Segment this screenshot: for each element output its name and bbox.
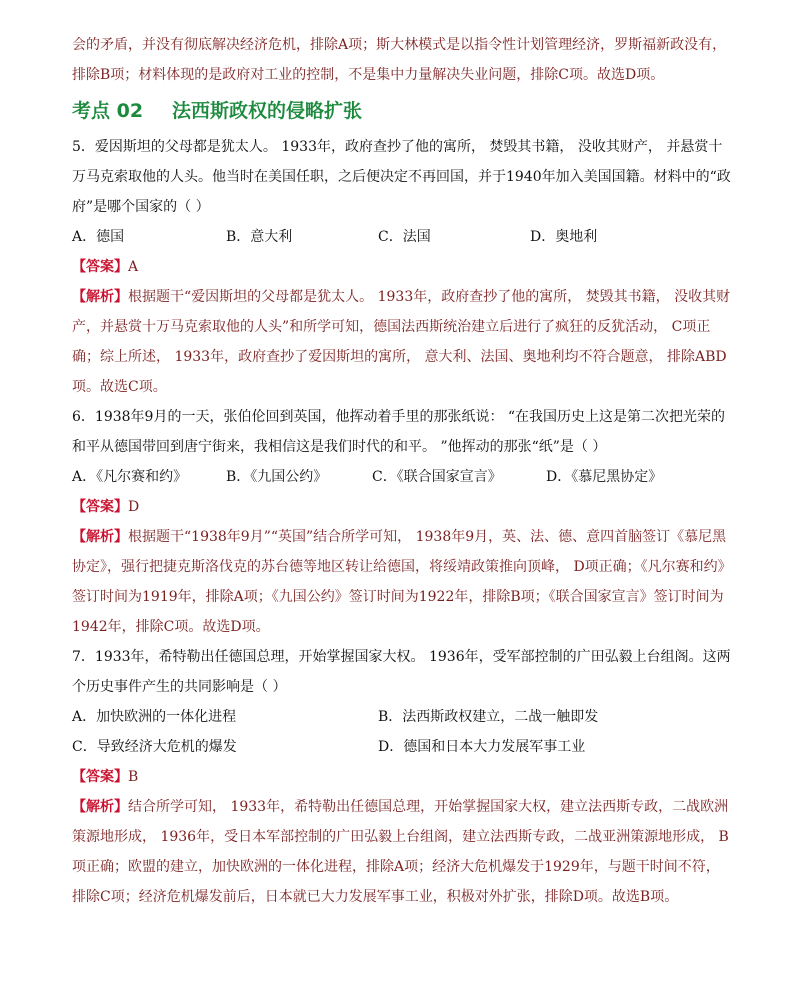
question-stem: 5．爱因斯坦的父母都是犹太人。 1933年，政府查抄了他的寓所， 焚毁其书籍， 没收其财产， 并悬赏十万马克索取他的人头。他当时在美国任职，之后便决定不再回国，并于1940年加入美国国籍。材料中的“政府”是哪个国家的（ ） bbox=[72, 139, 731, 215]
answer-tag: 【答案】 bbox=[72, 259, 128, 275]
options-row bbox=[72, 702, 732, 732]
option-b: B．意大利 bbox=[226, 229, 293, 245]
answer-line bbox=[72, 492, 732, 522]
answer-line bbox=[72, 762, 732, 792]
option-d: D．《慕尼黑协定》 bbox=[546, 469, 663, 485]
options-row bbox=[72, 222, 732, 252]
option-c: C．《联合国家宣言》 bbox=[372, 469, 502, 485]
question-7 bbox=[72, 642, 732, 912]
analysis-paragraph bbox=[72, 282, 732, 402]
answer-value: B bbox=[128, 769, 139, 785]
option-d: D．奥地利 bbox=[530, 229, 598, 245]
option-a: A．《凡尔赛和约》 bbox=[72, 469, 188, 485]
analysis-text: 根据题干“1938年9月”“英国”结合所学可知， 1938年9月，英、法、德、意四首脑签订《慕尼黑协定》，强行把捷克斯洛伐克的苏台德等地区转让给德国，将绥靖政策推向顶峰， D项正确；《凡尔赛和约》签订时间为1919年，排除A项；《九国公约》签订时间为1922年，排除B项；《联合国家宣言》签订时间为1942年，排除C项。故选D项。 bbox=[72, 529, 732, 635]
section-heading bbox=[72, 92, 732, 130]
question-6 bbox=[72, 402, 732, 642]
answer-value: D bbox=[128, 499, 140, 515]
answer-value: A bbox=[128, 259, 139, 275]
document-page bbox=[72, 30, 732, 912]
option-c: C．导致经济大危机的爆发 bbox=[72, 739, 237, 755]
analysis-tag: 【解析】 bbox=[72, 529, 128, 545]
analysis-paragraph bbox=[72, 522, 732, 642]
analysis-text: 根据题干“爱因斯坦的父母都是犹太人。 1933年，政府查抄了他的寓所， 焚毁其书籍， 没收其财产，并悬赏十万马克索取他的人头”和所学可知，德国法西斯统治建立后进行了疯狂的反犹活动， C项正确；综上所述， 1933年，政府查抄了爱因斯坦的寓所， 意大利、法国、奥地利均不符合题意， 排除ABD项。故选C项。 bbox=[72, 289, 731, 395]
options-row bbox=[72, 462, 732, 492]
question-stem: 6．1938年9月的一天，张伯伦回到英国，他挥动着手里的那张纸说： “在我国历史上这是第二次把光荣的和平从德国带回到唐宁街来，我相信这是我们时代的和平。 ”他挥动的那张“纸”是（ ） bbox=[72, 409, 726, 455]
question-5 bbox=[72, 132, 732, 402]
analysis-tag: 【解析】 bbox=[72, 289, 128, 305]
analysis-text: 结合所学可知， 1933年，希特勒出任德国总理，开始掌握国家大权，建立法西斯专政，二战欧洲策源地形成， 1936年，受日本军部控制的广田弘毅上台组阁，建立法西斯专政，二战亚洲策源地形成， B项正确；欧盟的建立，加快欧洲的一体化进程，排除A项；经济大危机爆发于1929年，与题干时间不符，排除C项；经济危机爆发前后，日本就已大力发展军事工业，积极对外扩张，排除D项。故选B项。 bbox=[72, 799, 729, 905]
options-row bbox=[72, 732, 732, 762]
answer-tag: 【答案】 bbox=[72, 769, 128, 785]
section-title: 法西斯政权的侵略扩张 bbox=[172, 100, 363, 122]
question-stem: 7．1933年，希特勒出任德国总理，开始掌握国家大权。 1936年，受军部控制的广田弘毅上台组阁。这两个历史事件产生的共同影响是（ ） bbox=[72, 649, 731, 695]
option-a: A．加快欧洲的一体化进程 bbox=[72, 709, 237, 725]
answer-line bbox=[72, 252, 732, 282]
option-b: B．法西斯政权建立，二战一触即发 bbox=[378, 709, 599, 725]
analysis-tag: 【解析】 bbox=[72, 799, 128, 815]
analysis-paragraph bbox=[72, 792, 732, 912]
option-a: A．德国 bbox=[72, 229, 125, 245]
option-c: C．法国 bbox=[378, 229, 431, 245]
option-b: B．《九国公约》 bbox=[226, 469, 328, 485]
option-d: D．德国和日本大力发展军事工业 bbox=[378, 739, 586, 755]
section-code: 考点 02 bbox=[72, 100, 144, 122]
answer-tag: 【答案】 bbox=[72, 499, 128, 515]
intro-paragraph: 会的矛盾，并没有彻底解决经济危机，排除A项；斯大林模式是以指令性计划管理经济，罗斯福新政没有，排除B项；材料体现的是政府对工业的控制，不是集中力量解决失业问题，排除C项。故选D项。 bbox=[72, 37, 727, 83]
